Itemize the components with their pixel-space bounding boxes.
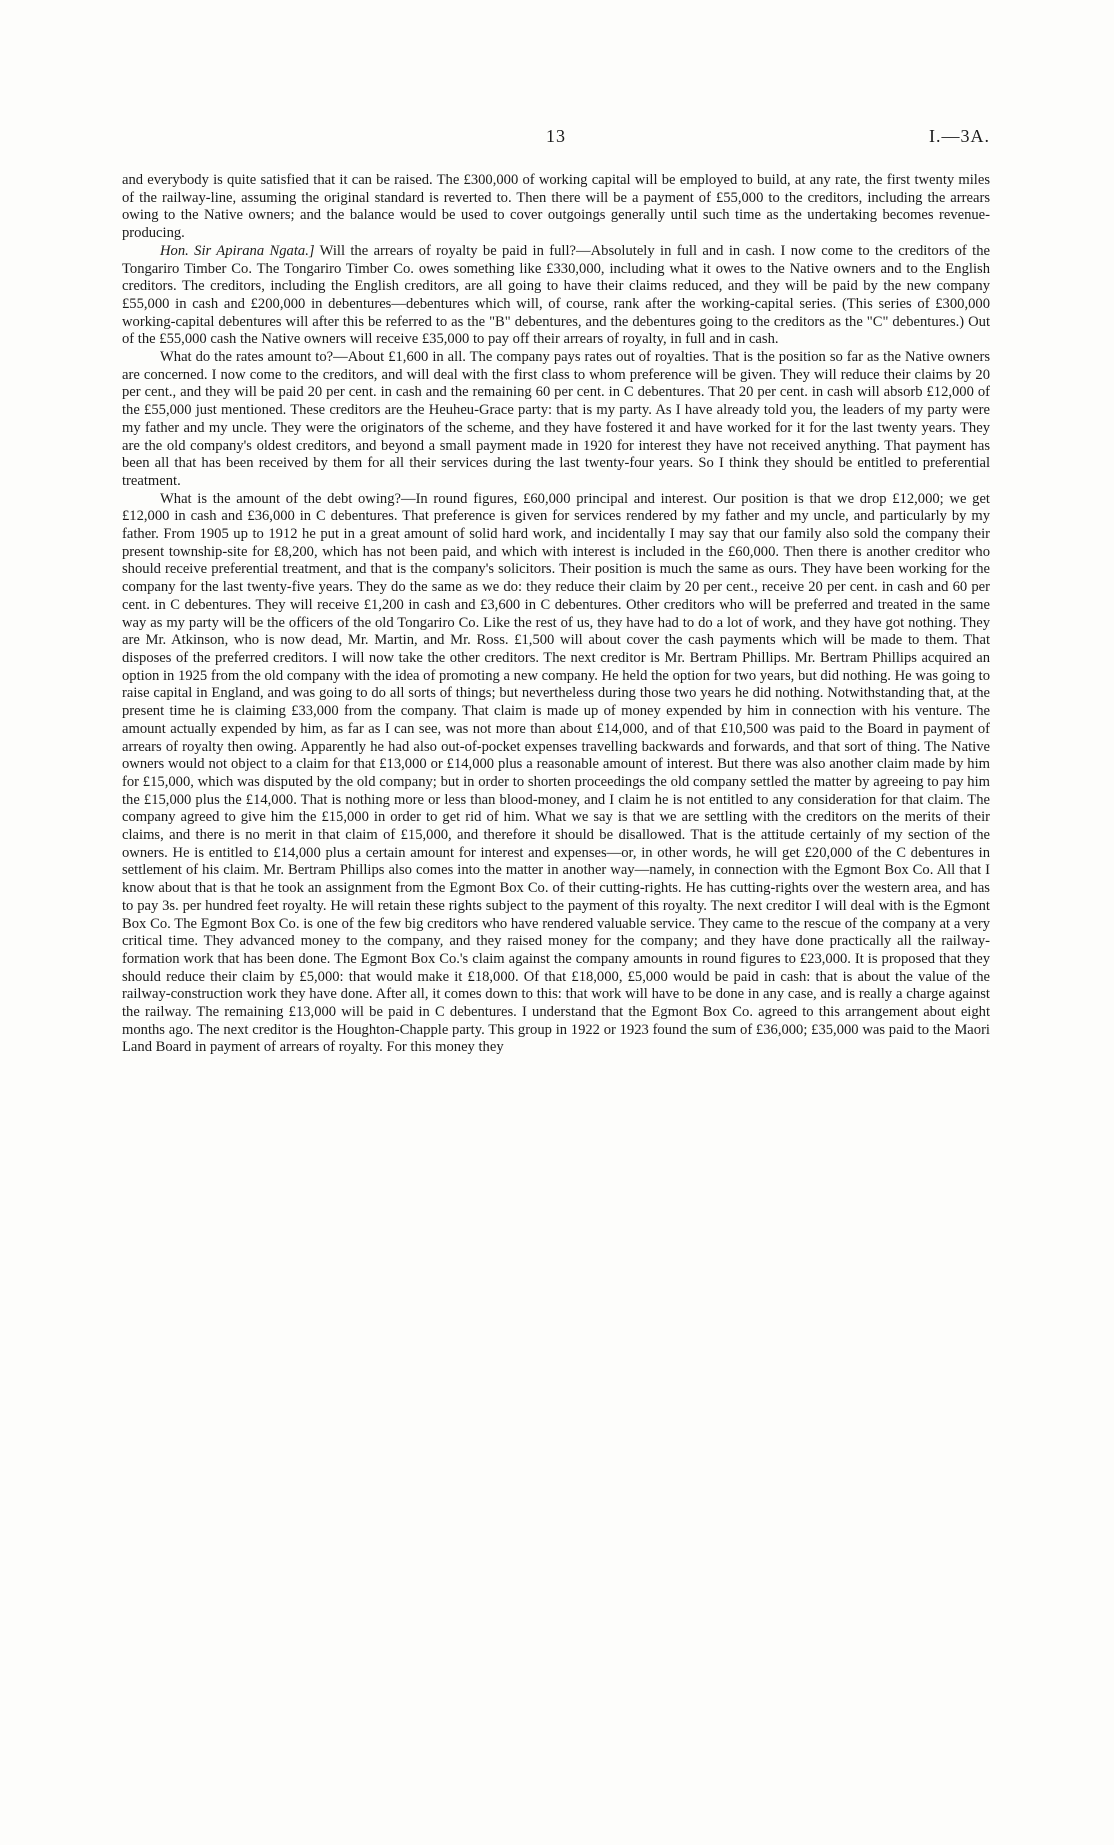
- paragraph-2: [122, 243, 990, 349]
- paragraph-4: [122, 491, 990, 1058]
- body-text: [122, 172, 990, 1057]
- page-header: [122, 126, 990, 150]
- paragraph-text: and everybody is quite satisfied that it can be raised. The £300,000 of working capital will be employed to build, at any rate, the first twenty miles of the railway-line, assuming the original standard is reverted to. Then there will be a payment of £55,000 to the creditors, including the arrears owing to the Native owners; and the balance would be used to cover outgoings generally until such time as the undertaking becomes revenue-producing.: [122, 172, 990, 242]
- speaker-label: Hon. Sir Apirana Ngata.]: [160, 242, 315, 259]
- paragraph-text: What do the rates amount to?—About £1,600 in all. The company pays rates out of royalties. That is the position so far as the Native owners are concerned. I now come to the creditors, and will deal with the first class to whom preference will be given. They will reduce their claims by 20 per cent., and they will be paid 20 per cent. in cash and the remaining 60 per cent. in C debentures. That 20 per cent. in cash will absorb £12,000 of the £55,000 just mentioned. These creditors are the Heuheu-Grace party: that is my party. As I have already told you, the leaders of my party were my father and my uncle. They were the originators of the scheme, and they have fostered it and have worked for it for the last twenty years. They are the old company's oldest creditors, and beyond a small payment made in 1920 for interest they have not received anything. That payment has been all that has been received by them for all their services during the last twenty-four years. So I think they should be entitled to preferential treatment.: [122, 349, 990, 489]
- document-reference: I.—3A.: [929, 126, 990, 146]
- paragraph-text: What is the amount of the debt owing?—In round figures, £60,000 principal and interest. Our position is that we drop £12,000; we get £12,000 in cash and £36,000 in C debentures. That preference is given for services rendered by my father and my uncle, and particularly by my father. From 1905 up to 1912 he put in a great amount of solid hard work, and incidentally I may say that our family also sold the company their present township-site for £8,200, which has not been paid, and which with interest is included in the £60,000. Then there is another creditor who should receive preferential treatment, and that is the company's solicitors. Their position is much the same as ours. They have been working for the company for the last twenty-five years. They do the same as we do: they reduce their claim by 20 per cent., receive 20 per cent. in cash and 60 per cent. in C debentures. They will receive £1,200 in cash and £3,600 in C debentures. Other creditors who will be preferred and treated in the same way as my party will be the officers of the old Tongariro Co. Like the rest of us, they have had to do a lot of work, and they have got nothing. They are Mr. Atkinson, who is now dead, Mr. Martin, and Mr. Ross. £1,500 will about cover the cash payments which will be made to them. That disposes of the preferred creditors. I will now take the other creditors. The next creditor is Mr. Bertram Phillips. Mr. Bertram Phillips acquired an option in 1925 from the old company with the idea of promoting a new company. He held the option for two years, but did nothing. He was going to raise capital in England, and was going to do all sorts of things; but nevertheless during those two years he did nothing. Notwithstanding that, at the present time he is claiming £33,000 from the company. That claim is made up of money expended by him in connection with his venture. The amount actually expended by him, as far as I can see, was not more than about £14,000, and of that £10,500 was paid to the Board in payment of arrears of royalty then owing. Apparently he had also out-of-pocket expenses travelling backwards and forwards, and that sort of thing. The Native owners would not object to a claim for that £13,000 or £14,000 plus a reasonable amount of interest. But there was also another claim made by him for £15,000, which was disputed by the old company; but in order to shorten proceedings the old company settled the matter by agreeing to pay him the £15,000 plus the £14,000. That is nothing more or less than blood-money, and I claim he is not entitled to any consideration for that claim. The company agreed to give him the £15,000 in order to get rid of him. What we say is that we are settling with the creditors on the merits of their claims, and there is no merit in that claim of £15,000, and therefore it should be disallowed. That is the attitude certainly of my section of the owners. He is entitled to £14,000 plus a certain amount for interest and expenses—or, in other words, he will get £20,000 of the C debentures in settlement of his claim. Mr. Bertram Phillips also comes into the matter in another way—namely, in connection with the Egmont Box Co. All that I know about that is that he took an assignment from the Egmont Box Co. of their cutting-rights. He has cutting-rights over the western area, and has to pay 3s. per hundred feet royalty. He will retain these rights subject to the payment of this royalty. The next creditor I will deal with is the Egmont Box Co. The Egmont Box Co. is one of the few big creditors who have rendered valuable service. They came to the rescue of the company at a very critical time. They advanced money to the company, and they raised money for the company; and they have done practically all the railway-formation work that has been done. The Egmont Box Co.'s claim against the company amounts in round figures to £23,000. It is proposed that they should reduce their claim by £5,000: that would make it £18,000. Of that £18,000, £5,000 would be paid in cash: that is about the value of the railway-construction work they have done. After all, it comes down to this: that work will have to be done in any case, and is really a charge against the railway. The remaining £13,000 will be paid in C debentures. I understand that the Egmont Box Co. agreed to this arrangement about eight months ago. The next creditor is the Houghton-Chapple party. This group in 1922 or 1923 found the sum of £36,000; £35,000 was paid to the Maori Land Board in payment of arrears of royalty. For this money they: [122, 490, 990, 1056]
- page-number: 13: [546, 126, 566, 146]
- paragraph-1: [122, 172, 990, 243]
- paragraph-3: [122, 349, 990, 491]
- paragraph-text: Will the arrears of royalty be paid in full?—Absolutely in full and in cash. I now come to the creditors of the Tongariro Timber Co. The Tongariro Timber Co. owes something like £330,000, including what it owes to the Native owners and to the English creditors. The creditors, including the English creditors, are all going to have their claims reduced, and they will be paid by the new company £55,000 in cash and £200,000 in debentures—debentures which will, of course, rank after the working-capital series. (This series of £300,000 working-capital debentures will after this be referred to as the "B" debentures, and the debentures going to the creditors as the "C" debentures.) Out of the £55,000 cash the Native owners will receive £35,000 to pay off their arrears of royalty, in full and in cash.: [122, 242, 990, 348]
